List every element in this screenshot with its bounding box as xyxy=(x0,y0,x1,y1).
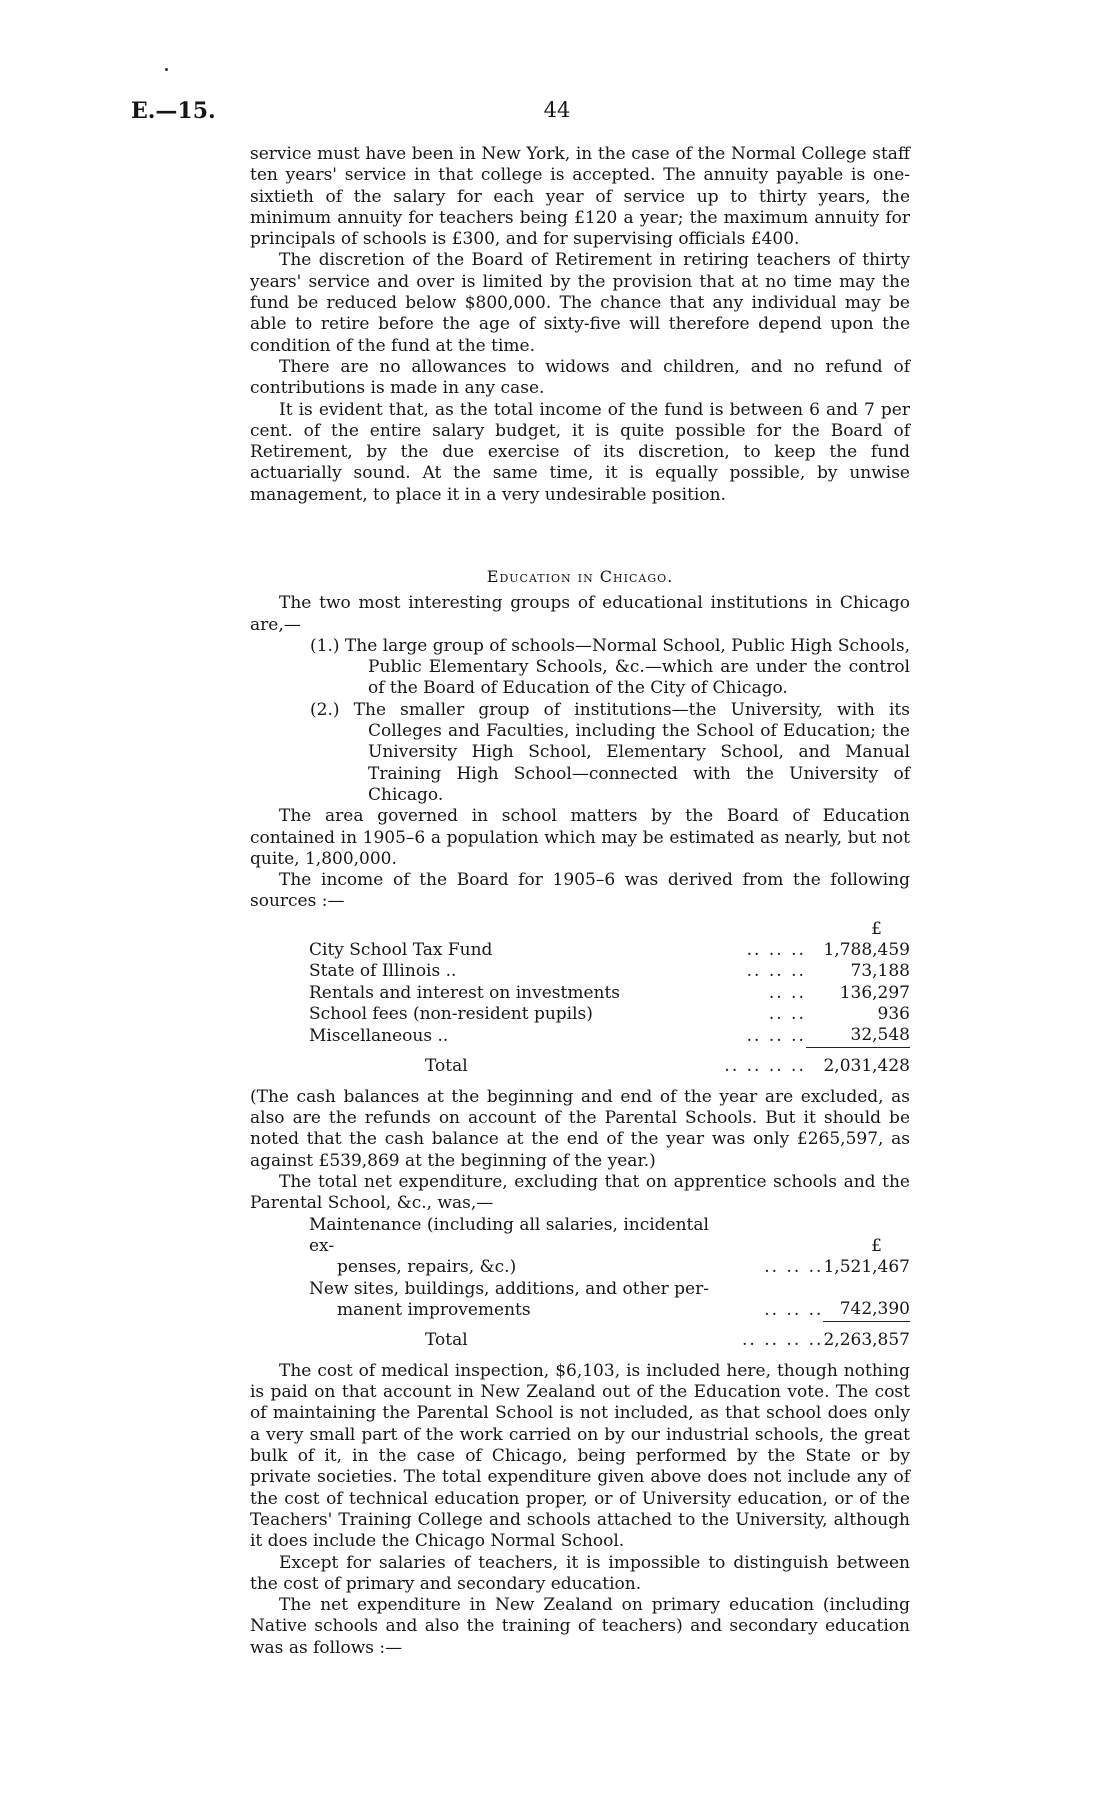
leader-dots: .. .. xyxy=(768,982,806,1003)
list-item xyxy=(310,700,910,806)
total-label: Total xyxy=(425,1055,468,1076)
label-line: manent improvements xyxy=(337,1299,531,1320)
expenditure-table xyxy=(309,1215,910,1351)
paragraph: It is evident that, as the total income of the fund is between 6 and 7 per cent. of the entire salary budget, it is quite possible for the Board of Retirement, by the due exercise of its discretion, to keep the fund actuarially sound. At the same time, it is equally possible, by unwise management, to place it in a very undesirable position. xyxy=(250,399,910,505)
page-speck xyxy=(165,68,168,71)
income-source: Miscellaneous .. xyxy=(309,1025,449,1046)
list-item-number: (1.) xyxy=(310,635,340,656)
income-source: City School Tax Fund xyxy=(309,940,493,961)
paragraph: The cost of medical inspection, $6,103, is included here, though nothing is paid on that account in New Zealand out of the Education vote. The cost of maintaining the Parental School is not included, as that school does only a very small part of the work carried on by our industrial schools, the great bulk of it, in the case of Chicago, being performed by the State or by private societies. The total expenditure given above does not include any of the cost of technical education proper, or of University education, or of the Teachers' Training College and schools attached to the University, although it does include the Chicago Normal School. xyxy=(250,1360,910,1552)
body-column xyxy=(250,144,910,506)
total-row xyxy=(309,1321,910,1351)
expenditure-label xyxy=(309,1279,728,1322)
currency-header: £ xyxy=(871,1235,882,1256)
income-table xyxy=(309,919,910,1077)
income-source: Rentals and interest on investments xyxy=(309,982,621,1003)
list-item-text: The large group of schools—Normal School, Public High Schools, Public Elementary Schools, &c.—which are under the control of the Board of Education of the City of Chicago. xyxy=(344,635,910,699)
income-amount: 73,188 xyxy=(850,961,910,982)
table-row xyxy=(309,983,910,1004)
paragraph: The net expenditure in New Zealand on primary education (including Native schools and also the training of teachers) and secondary education was as follows :— xyxy=(250,1595,910,1658)
series-reference: E.—15. xyxy=(131,98,216,124)
page-number: 44 xyxy=(543,98,571,122)
expenditure-amount: 742,390 xyxy=(823,1279,910,1322)
total-amount: 2,031,428 xyxy=(823,1055,910,1076)
leader-dots: .. .. .. xyxy=(746,961,806,982)
total-label: Total xyxy=(425,1329,468,1350)
paragraph: service must have been in New York, in the case of the Normal College staff ten years' service in that college is accepted. The annuity payable is one-sixtieth of the salary for each year of service up to thirty years, the minimum annuity for teachers being £120 a year; the maximum annuity for principals of schools is £300, and for supervising officials £400. xyxy=(250,144,910,250)
income-amount: 1,788,459 xyxy=(823,940,910,961)
currency-header: £ xyxy=(871,918,882,939)
income-amount: 32,548 xyxy=(806,1025,910,1047)
income-source: State of Illinois .. xyxy=(309,961,457,982)
paragraph: The total net expenditure, excluding that on apprentice schools and the Parental School, &c., was,— xyxy=(250,1172,910,1214)
income-amount: 936 xyxy=(877,1003,910,1024)
paragraph: There are no allowances to widows and children, and no refund of contributions is made in any case. xyxy=(250,356,910,399)
paragraph: Except for salaries of teachers, it is impossible to distinguish between the cost of primary and secondary education. xyxy=(250,1552,910,1594)
leader-dots: .. .. .. xyxy=(746,1025,806,1046)
leader-dots: .. .. .. xyxy=(764,1257,824,1278)
leader-dots: .. .. .. .. xyxy=(724,1055,806,1076)
label-line: Maintenance (including all salaries, incidental ex- xyxy=(309,1214,709,1256)
expenditure-amount xyxy=(823,1215,910,1279)
label-line: penses, repairs, &c.) xyxy=(337,1257,517,1278)
leader-dots: .. .. .. xyxy=(764,1299,824,1320)
paragraph: The income of the Board for 1905–6 was derived from the following sources :— xyxy=(250,870,910,912)
leader-dots: .. .. xyxy=(768,1003,806,1024)
section-lead: The two most interesting groups of educational institutions in Chicago are,— xyxy=(250,593,910,635)
table-row xyxy=(309,961,910,982)
section-heading: Education in Chicago. xyxy=(486,567,674,586)
list-item-text: The smaller group of institutions—the University, with its Colleges and Faculties, including the School of Education; the University High School, Elementary School, and Manual Training High School—connected with the University of Chicago. xyxy=(353,699,910,805)
list-item xyxy=(310,636,910,700)
table-row xyxy=(309,1279,910,1322)
table-row xyxy=(309,1025,910,1047)
table-row xyxy=(309,1215,910,1279)
table-row xyxy=(309,1004,910,1025)
list-item-number: (2.) xyxy=(310,699,340,720)
chicago-section xyxy=(250,558,910,1659)
total-amount: 2,263,857 xyxy=(823,1329,910,1350)
paragraph: The area governed in school matters by the Board of Education contained in 1905–6 a population which may be estimated as nearly, but not quite, 1,800,000. xyxy=(250,806,910,869)
leader-dots: .. .. .. xyxy=(746,940,806,961)
income-source: School fees (non-resident pupils) xyxy=(309,1003,593,1024)
income-amount: 136,297 xyxy=(839,982,910,1003)
table-row xyxy=(309,940,910,961)
label-line: New sites, buildings, additions, and other per- xyxy=(309,1278,709,1299)
total-row xyxy=(309,1047,910,1077)
leader-dots: .. .. .. .. xyxy=(742,1329,824,1350)
amount-value: 1,521,467 xyxy=(823,1257,910,1278)
expenditure-label xyxy=(309,1215,728,1279)
paragraph: The discretion of the Board of Retirement in retiring teachers of thirty years' service and over is limited by the provision that at no time may the fund be reduced below $800,000. The chance that any individual may be able to retire before the age of sixty-five will therefore depend upon the condition of the fund at the time. xyxy=(250,250,910,356)
cash-note: (The cash balances at the beginning and end of the year are excluded, as also are the refunds on account of the Parental Schools. But it should be noted that the cash balance at the end of the year was only £265,597, as against £539,869 at the beginning of the year.) xyxy=(250,1086,910,1171)
